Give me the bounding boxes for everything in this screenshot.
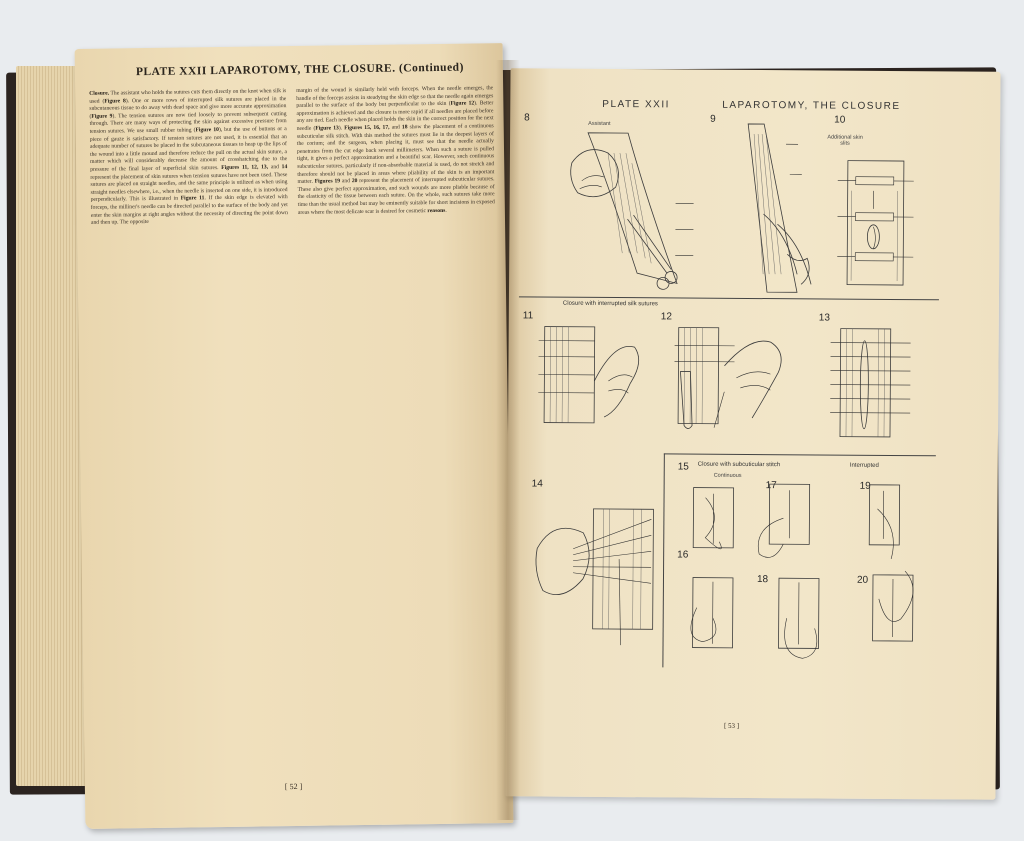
body-text: and: [389, 124, 402, 131]
body-text: ).: [338, 125, 345, 132]
caption-interrupted-silk-sutures: Closure with interrupted silk sutures: [562, 300, 658, 308]
body-text: represent the placement of skin sutures when tension sutures have not been used. These sutures are placed on straight needles, and the same principle is utilized as when using straight needles elsewhere, i.e., when the needle is inserted on one side, it is introduced perpendicularly. This is illustrated in: [90, 171, 288, 204]
bold-reference: reasons: [427, 207, 446, 214]
page-number-right: [ 53 ]: [723, 721, 740, 730]
bold-reference: Figure 8: [104, 97, 126, 105]
figure-number: 17: [765, 480, 777, 492]
bold-reference: Figures 15, 16, 17,: [344, 124, 390, 132]
figure-number: 13: [818, 312, 830, 324]
bold-reference: Figure 12: [450, 100, 475, 107]
body-text: ). One or more rows of interrupted silk sutures are placed in the subcutaneous tissue to do away with dead space and give more accurate approximation (: [89, 95, 287, 120]
body-text: show the placement of a continuous subcuticular silk stitch. With this method the sutures must lie in the deepest layers of the corium; and the surgeon, when placing it, must see that the needle actually penetrates from the cut edge back several millimeters. When such a suture is pulled tight, it gives a perfect approximation and a beautiful scar. However, such continuous subcuticular sutures, particularly if non-absorbable material is used, do not stretch and therefore should not be placed in areas where pliability of the skin is an important matter.: [296, 123, 495, 186]
figure-11-illustration: [538, 321, 649, 432]
bold-reference: Figure 10: [195, 126, 219, 134]
page-number-left: [ 52 ]: [284, 781, 303, 792]
divider-rule: [664, 453, 936, 456]
right-page: [505, 68, 1000, 799]
bold-reference: Figures 11, 12, 13,: [221, 164, 269, 171]
label-interrupted: Interrupted: [849, 462, 879, 469]
body-text: The assistant who holds the sutures cuts them directly on the knot when silk is used (: [89, 88, 287, 105]
body-text: represent the placement of interrupted subcuticular sutures. These also give perfect approximation, and such wounds are more pliable because of the elasticity of the tissue between each suture. On the whole, such sutures take more time than the usual method but may be eminently suitable for short incisions in exposed areas where the most delicate scar is desired for cosmetic: [297, 176, 495, 216]
bold-reference: Figure 11: [180, 195, 205, 202]
caption-subcuticular-stitch: Closure with subcuticular stitch: [697, 461, 781, 469]
text-column-1: [89, 88, 288, 227]
figure-number: 15: [677, 461, 689, 473]
figure-9-illustration: [727, 124, 818, 293]
left-page: [75, 43, 514, 829]
figure-8-illustration: [567, 120, 708, 292]
text-column-2: [296, 85, 495, 224]
figure-number: 14: [531, 478, 543, 490]
figure-number: 19: [859, 480, 871, 492]
body-text: .: [445, 207, 447, 214]
book-gutter-shadow: [496, 60, 520, 820]
label-continuous: Continuous: [713, 472, 742, 479]
figure-14-illustration: [532, 498, 663, 649]
bold-reference: Closure.: [89, 90, 110, 97]
figure-number: 18: [756, 574, 769, 586]
bold-reference: 20: [351, 178, 358, 185]
body-text: margin of the wound is similarly held with forceps. When the needle emerges, the handle of the forceps assists in steadying the skin edge so that the needle again emerges parallel to the surface of the body but perpendicular to the skin (: [296, 85, 494, 110]
figure-12-illustration: [674, 321, 805, 432]
body-text: and: [340, 178, 352, 185]
figure-13-illustration: [830, 323, 921, 442]
figure-number: 10: [834, 114, 846, 126]
figure-10-illustration: [837, 161, 918, 292]
bold-reference: Figures 19: [314, 178, 341, 185]
bold-reference: 14: [281, 164, 288, 171]
bold-reference: Figure 13: [315, 125, 339, 132]
figure-number: 16: [677, 549, 689, 561]
body-text: and: [268, 164, 282, 171]
label-additional-skin-slits: Additional skin slits: [827, 134, 863, 147]
body-text: . If the skin edge is elevated with forceps, the milliner's needle can be directed parallel to the surface of the body and yet enter the skin margins at right angles without the necessity of directing the point down and then up. The opposite: [90, 194, 288, 226]
figure-number: 9: [710, 113, 716, 125]
divider-rule: [519, 296, 939, 300]
figure-number: 12: [660, 311, 672, 323]
bold-reference: 18: [401, 124, 408, 131]
figure-number: 8: [524, 112, 530, 124]
figure-number: 20: [856, 574, 869, 586]
body-text: ). The tension sutures are now tied loosely to prevent subsequent cutting through. There are many ways of protecting the skin against excessive pressure from tension sutures. We use small rubber tubing (: [89, 110, 287, 135]
figure-number: 11: [522, 310, 534, 322]
plate-title: LAPAROTOMY, THE CLOSURE: [722, 99, 901, 113]
label-assistant: Assistant: [588, 120, 611, 127]
body-text: ). Better approximation is achieved and the closure is more rapid if all needles are placed before any are tied. Each needle when placed holds the skin in the correct position for the next needle (: [296, 100, 494, 132]
left-page-columns: [89, 85, 495, 227]
body-text: ), but the use of buttons or a piece of gauze is satisfactory. If tension sutures are not used, it is essential that an adequate number of sutures be placed in the subcutaneous tissues to heap up the lips of the wound into a little mound and therefore reduce the pull on the actual skin suture, a matter which will considerably decrease the amount of crosshatching due to the pressure of the final layer of superficial skin sutures.: [89, 126, 288, 173]
figures-15-20-illustrations: [682, 478, 943, 670]
left-page-header: PLATE XXII LAPAROTOMY, THE CLOSURE. (Continued): [135, 61, 464, 79]
bold-reference: Figure 9: [91, 113, 113, 120]
plate-label: PLATE XXII: [602, 98, 670, 111]
